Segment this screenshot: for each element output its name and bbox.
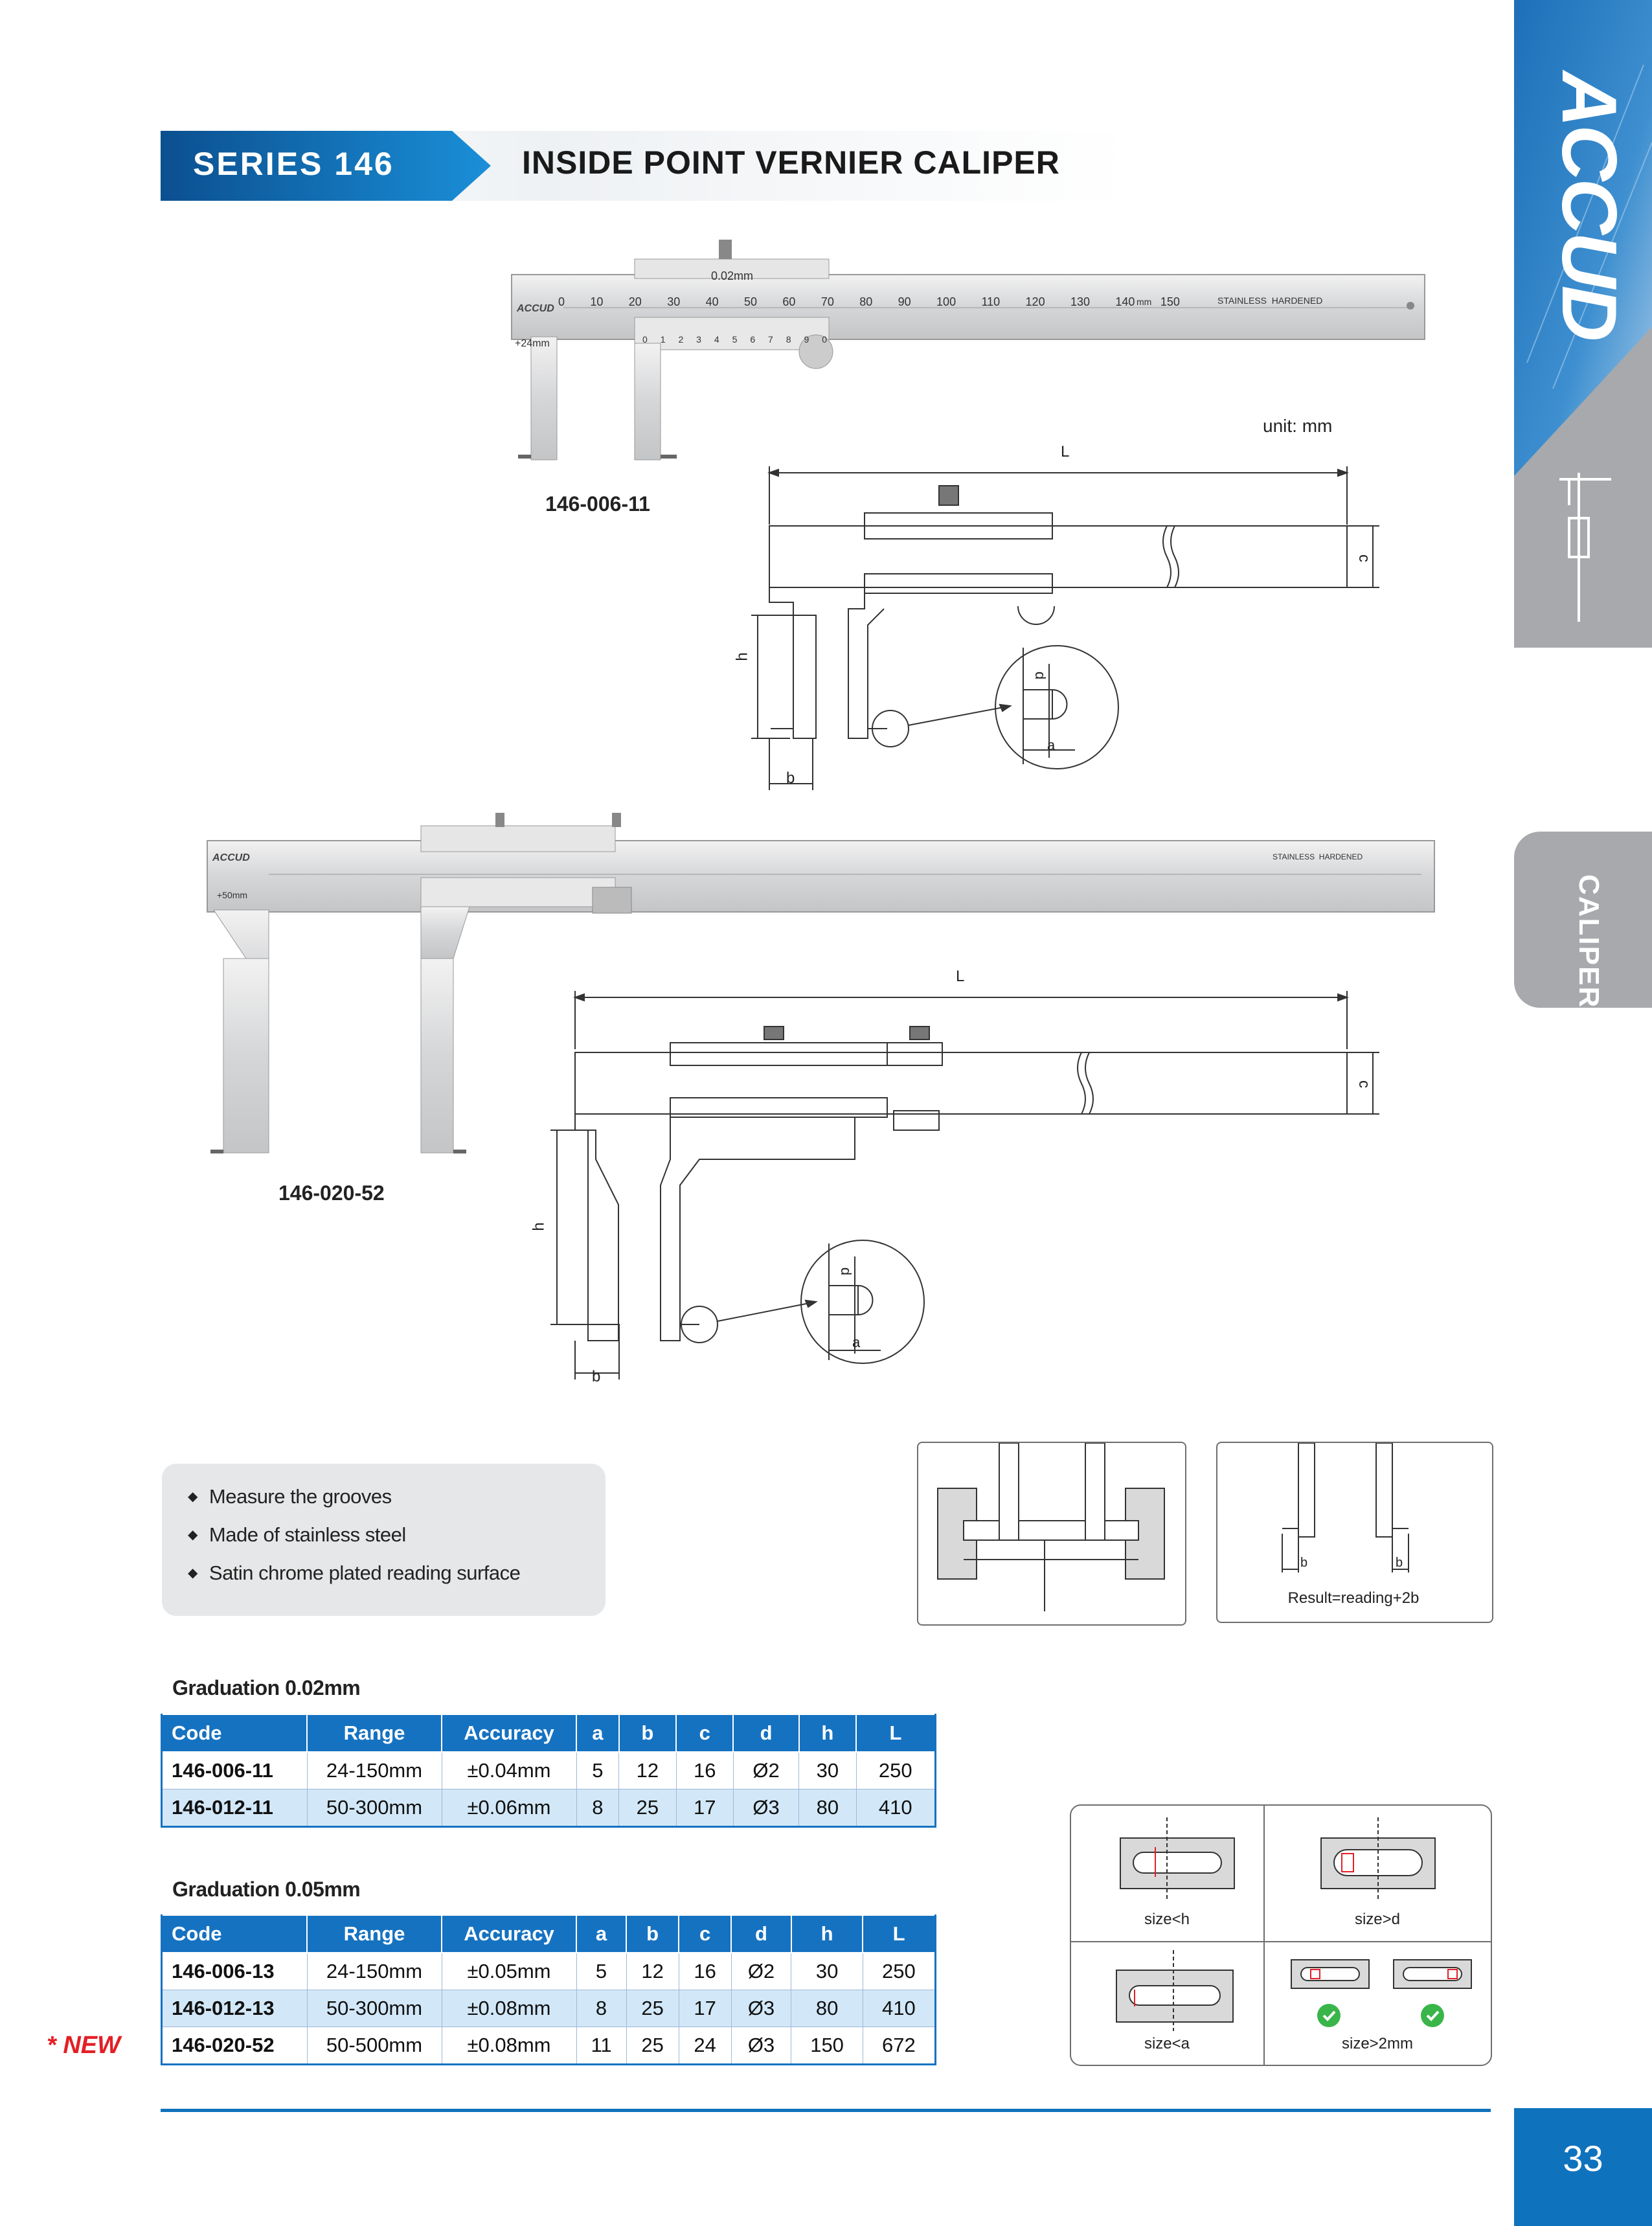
- col-accuracy: Accuracy: [442, 1714, 576, 1752]
- spec-table-0.05: [161, 1914, 936, 2065]
- scale-num: 90: [898, 295, 911, 308]
- table-1-title: Graduation 0.02mm: [172, 1676, 361, 1699]
- col-code: Code: [162, 1915, 308, 1953]
- col-accuracy: Accuracy: [442, 1915, 576, 1953]
- caliper-1-brand: ACCUD: [517, 303, 554, 314]
- cell-c: 24: [679, 2027, 731, 2065]
- feature-item: ◆ Measure the grooves: [188, 1485, 392, 1508]
- col-range: Range: [307, 1915, 442, 1953]
- cell-h: 30: [791, 1953, 863, 1990]
- feature-item: ◆ Satin chrome plated reading surface: [188, 1562, 520, 1585]
- cell-L: 250: [856, 1752, 935, 1789]
- cell-b: 25: [626, 1990, 679, 2027]
- table-row: [162, 1789, 936, 1827]
- col-h: h: [799, 1714, 856, 1752]
- cell-h: 80: [799, 1789, 856, 1827]
- model-caption-1: 146-006-11: [545, 492, 650, 516]
- vernier-num: 0: [642, 334, 648, 345]
- col-b: b: [626, 1915, 679, 1953]
- vernier-num: 7: [768, 334, 773, 345]
- vernier-num: 4: [714, 334, 719, 345]
- cell-b: 12: [626, 1953, 679, 1990]
- page-number: 33: [1563, 2138, 1603, 2179]
- dim-L-1: L: [1061, 443, 1070, 460]
- scale-num: 120: [1025, 295, 1045, 308]
- cell-accuracy: ±0.08mm: [442, 2027, 576, 2065]
- col-a: a: [576, 1915, 626, 1953]
- cell-d: Ø2: [733, 1752, 798, 1789]
- section-tab-label: CALIPER: [1573, 874, 1605, 1009]
- col-L: L: [856, 1714, 935, 1752]
- cell-b: 25: [626, 2027, 679, 2065]
- cell-d: Ø3: [733, 1789, 798, 1827]
- series-label: SERIES 146: [193, 146, 394, 182]
- cell-a: 5: [576, 1752, 619, 1789]
- cell-d: Ø3: [731, 1990, 791, 2027]
- scale-num: 100: [936, 295, 956, 308]
- dim-d-1: d: [1032, 671, 1049, 680]
- caliper-2-brand: ACCUD: [212, 852, 250, 863]
- dim-b-right: b: [1396, 1556, 1403, 1570]
- cell-range: 24-150mm: [307, 1752, 442, 1789]
- caliper-photo-146-006-11: [505, 233, 1431, 479]
- scale-num: 140: [1115, 295, 1135, 308]
- table-header-row: [162, 1915, 936, 1953]
- usage-note-size-lt-a: size<a: [1144, 2035, 1190, 2052]
- cell-c: 17: [676, 1789, 733, 1827]
- model-caption-2: 146-020-52: [278, 1181, 385, 1205]
- brand-logo: ACCUD: [1546, 71, 1633, 339]
- scale-num: 70: [820, 295, 834, 308]
- caliper-1-resolution: 0.02mm: [711, 269, 754, 282]
- table-row: [162, 2027, 936, 2065]
- caliper-2-stamp: STAINLESS HARDENED: [1273, 852, 1363, 861]
- vernier-num: 6: [750, 334, 756, 345]
- col-range: Range: [307, 1714, 442, 1752]
- col-code: Code: [162, 1714, 308, 1752]
- cell-L: 410: [856, 1789, 935, 1827]
- cell-d: Ø2: [731, 1953, 791, 1990]
- cell-accuracy: ±0.06mm: [442, 1789, 576, 1827]
- table-row: [162, 1953, 936, 1990]
- cell-code: 146-012-11: [162, 1789, 308, 1827]
- cell-L: 410: [863, 1990, 935, 2027]
- vernier-num: 1: [660, 334, 666, 345]
- groove-measure-illustration: [917, 1442, 1186, 1626]
- cell-code: 146-006-11: [162, 1752, 308, 1789]
- page-title: INSIDE POINT VERNIER CALIPER: [522, 144, 1060, 181]
- vernier-num: 0: [822, 334, 827, 345]
- technical-drawing-2: [531, 971, 1399, 1399]
- cell-c: 16: [679, 1953, 731, 1990]
- usage-note-size-lt-h: size<h: [1144, 1911, 1190, 1928]
- dim-c-2: c: [1355, 1080, 1373, 1088]
- cell-a: 5: [576, 1953, 626, 1990]
- technical-drawing-1: [732, 453, 1399, 797]
- cell-code: 146-012-13: [162, 1990, 308, 2027]
- dim-a-2: a: [852, 1334, 861, 1350]
- table-header-row: [162, 1714, 936, 1752]
- result-note: Result=reading+2b: [1287, 1589, 1420, 1607]
- vernier-num: 2: [678, 334, 684, 345]
- cell-a: 11: [576, 2027, 626, 2065]
- dim-d-2: d: [838, 1267, 855, 1276]
- table-2-title: Graduation 0.05mm: [172, 1878, 361, 1901]
- scale-num: 110: [981, 295, 1001, 308]
- cell-accuracy: ±0.05mm: [442, 1953, 576, 1990]
- cell-h: 150: [791, 2027, 863, 2065]
- vernier-num: 3: [696, 334, 701, 345]
- vernier-num: 8: [786, 334, 791, 345]
- cell-L: 250: [863, 1953, 935, 1990]
- col-L: L: [863, 1915, 935, 1953]
- col-a: a: [576, 1714, 619, 1752]
- new-badge: * NEW: [47, 2032, 120, 2059]
- dim-b-left: b: [1300, 1556, 1308, 1570]
- dim-b-1: b: [786, 769, 795, 787]
- unit-note: unit: mm: [1263, 416, 1333, 436]
- dim-h-1: h: [733, 652, 751, 661]
- scale-num: 20: [628, 295, 642, 308]
- scale-num: 150: [1160, 295, 1180, 308]
- cell-L: 672: [863, 2027, 935, 2065]
- scale-num: 0: [558, 295, 565, 308]
- cell-h: 80: [791, 1990, 863, 2027]
- cell-a: 8: [576, 1789, 619, 1827]
- cell-d: Ø3: [731, 2027, 791, 2065]
- cell-range: 50-300mm: [307, 1789, 442, 1827]
- feature-item: ◆ Made of stainless steel: [188, 1523, 406, 1547]
- dim-a-1: a: [1047, 737, 1056, 753]
- vernier-num: 9: [804, 334, 809, 345]
- scale-num: 50: [744, 295, 758, 308]
- scale-num: 30: [667, 295, 681, 308]
- cell-range: 50-300mm: [307, 1990, 442, 2027]
- caliper-1-scale-unit: mm: [1137, 297, 1152, 307]
- caliper-1-offset: +24mm: [515, 338, 550, 349]
- col-c: c: [679, 1915, 731, 1953]
- table-row: [162, 1990, 936, 2027]
- spec-table-0.02: [161, 1714, 936, 1828]
- caliper-1-vernier: [642, 334, 827, 345]
- cell-h: 30: [799, 1752, 856, 1789]
- scale-num: 10: [590, 295, 604, 308]
- caliper-1-scale: [558, 295, 1180, 309]
- vernier-num: 5: [732, 334, 738, 345]
- scale-num: 40: [705, 295, 719, 308]
- dim-L-2: L: [956, 968, 965, 985]
- dim-c-1: c: [1355, 554, 1373, 562]
- footer-rule: [161, 2109, 1491, 2112]
- scale-num: 60: [782, 295, 796, 308]
- cell-range: 24-150mm: [307, 1953, 442, 1990]
- col-d: d: [733, 1714, 798, 1752]
- cell-c: 16: [676, 1752, 733, 1789]
- col-b: b: [619, 1714, 676, 1752]
- cell-c: 17: [679, 1990, 731, 2027]
- cell-a: 8: [576, 1990, 626, 2027]
- usage-note-size-gt-2mm: size>2mm: [1341, 2035, 1414, 2052]
- usage-notes-panel: [1070, 1804, 1492, 2066]
- col-h: h: [791, 1915, 863, 1953]
- scale-num: 80: [859, 295, 873, 308]
- usage-note-size-gt-d: size>d: [1354, 1911, 1401, 1928]
- table-row: [162, 1752, 936, 1789]
- cell-code: 146-006-13: [162, 1953, 308, 1990]
- cell-b: 25: [619, 1789, 676, 1827]
- col-c: c: [676, 1714, 733, 1752]
- cell-code: 146-020-52: [162, 2027, 308, 2065]
- dim-h-2: h: [530, 1222, 548, 1231]
- caliper-2-offset: +50mm: [217, 890, 248, 900]
- col-d: d: [731, 1915, 791, 1953]
- cell-range: 50-500mm: [307, 2027, 442, 2065]
- cell-b: 12: [619, 1752, 676, 1789]
- cell-accuracy: ±0.08mm: [442, 1990, 576, 2027]
- dim-b-2: b: [592, 1368, 601, 1385]
- caliper-1-stamp: STAINLESS HARDENED: [1217, 295, 1323, 306]
- scale-num: 130: [1070, 295, 1091, 308]
- cell-accuracy: ±0.04mm: [442, 1752, 576, 1789]
